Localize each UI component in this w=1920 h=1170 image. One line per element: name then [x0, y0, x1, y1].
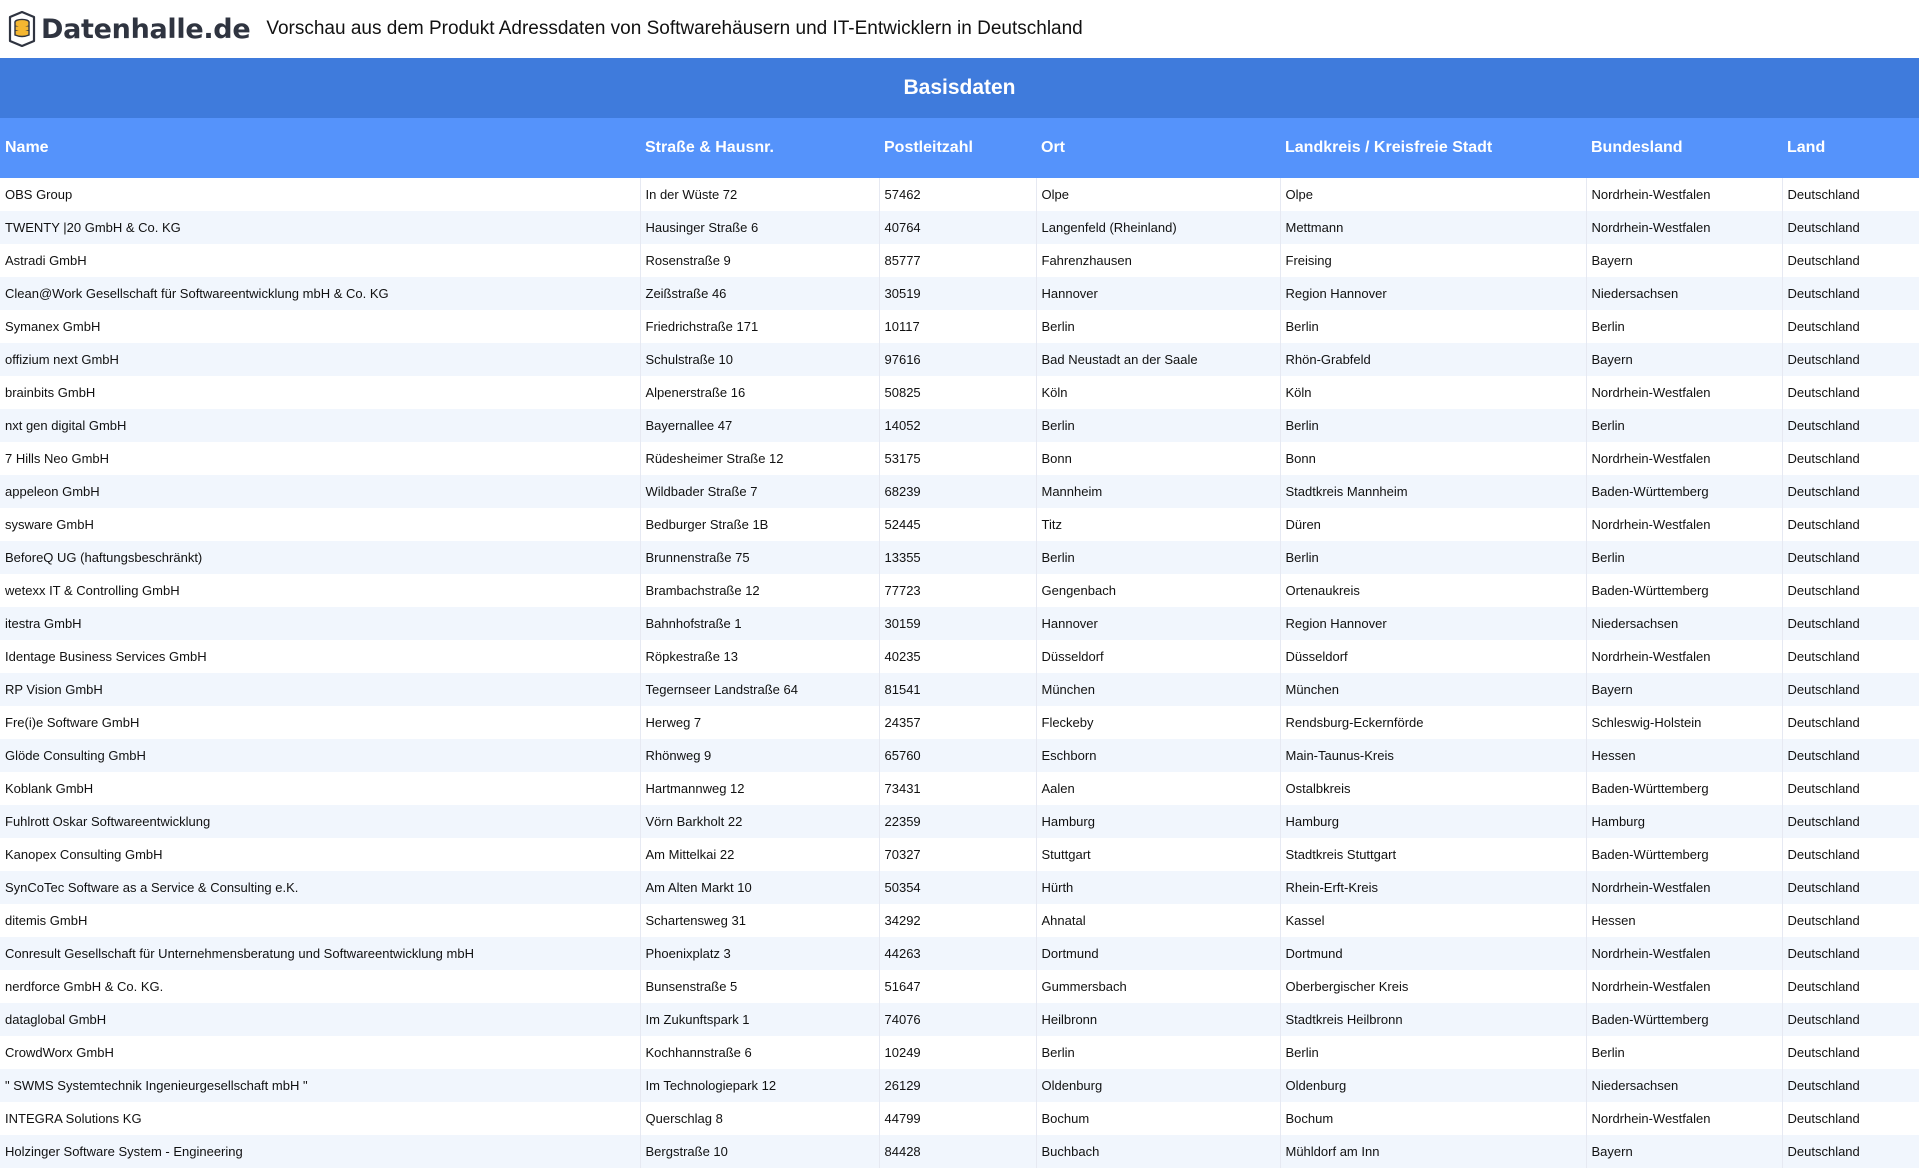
column-header-street: Straße & Hausnr. [640, 118, 879, 178]
cell-state: Baden-Württemberg [1586, 475, 1782, 508]
table-row [0, 838, 1919, 871]
cell-street: Schulstraße 10 [640, 343, 879, 376]
cell-city: Bochum [1036, 1102, 1280, 1135]
cell-name: nerdforce GmbH & Co. KG. [0, 970, 640, 1003]
cell-street: In der Wüste 72 [640, 178, 879, 211]
cell-country: Deutschland [1782, 211, 1919, 244]
cell-state: Baden-Württemberg [1586, 574, 1782, 607]
cell-country: Deutschland [1782, 475, 1919, 508]
cell-district: Bonn [1280, 442, 1586, 475]
cell-postal-code: 34292 [879, 904, 1036, 937]
table-row [0, 970, 1919, 1003]
cell-district: Ortenaukreis [1280, 574, 1586, 607]
cell-state: Schleswig-Holstein [1586, 706, 1782, 739]
cell-city: Hamburg [1036, 805, 1280, 838]
cell-country: Deutschland [1782, 673, 1919, 706]
cell-street: Rhönweg 9 [640, 739, 879, 772]
site-logo[interactable] [6, 11, 250, 47]
table-row [0, 574, 1919, 607]
column-header-name: Name [0, 118, 640, 178]
cell-city: Eschborn [1036, 739, 1280, 772]
cell-city: München [1036, 673, 1280, 706]
cell-street: Herweg 7 [640, 706, 879, 739]
cell-postal-code: 26129 [879, 1069, 1036, 1102]
cell-district: Region Hannover [1280, 607, 1586, 640]
cell-state: Nordrhein-Westfalen [1586, 178, 1782, 211]
cell-name: sysware GmbH [0, 508, 640, 541]
cell-country: Deutschland [1782, 277, 1919, 310]
cell-street: Friedrichstraße 171 [640, 310, 879, 343]
table-row [0, 1102, 1919, 1135]
cell-district: Düren [1280, 508, 1586, 541]
cell-city: Köln [1036, 376, 1280, 409]
cell-country: Deutschland [1782, 607, 1919, 640]
cell-district: Berlin [1280, 541, 1586, 574]
cell-state: Baden-Württemberg [1586, 772, 1782, 805]
cell-postal-code: 57462 [879, 178, 1036, 211]
cell-country: Deutschland [1782, 838, 1919, 871]
cell-country: Deutschland [1782, 343, 1919, 376]
cell-street: Vörn Barkholt 22 [640, 805, 879, 838]
cell-street: Im Technologiepark 12 [640, 1069, 879, 1102]
cell-country: Deutschland [1782, 640, 1919, 673]
cell-district: Main-Taunus-Kreis [1280, 739, 1586, 772]
cell-street: Bunsenstraße 5 [640, 970, 879, 1003]
cell-country: Deutschland [1782, 310, 1919, 343]
cell-name: CrowdWorx GmbH [0, 1036, 640, 1069]
cell-state: Nordrhein-Westfalen [1586, 640, 1782, 673]
cell-district: Berlin [1280, 310, 1586, 343]
cell-state: Niedersachsen [1586, 1069, 1782, 1102]
cell-name: Kanopex Consulting GmbH [0, 838, 640, 871]
cell-state: Nordrhein-Westfalen [1586, 211, 1782, 244]
column-header-country: Land [1782, 118, 1919, 178]
cell-district: Ostalbkreis [1280, 772, 1586, 805]
column-header-state: Bundesland [1586, 118, 1782, 178]
cell-postal-code: 40764 [879, 211, 1036, 244]
cell-city: Hannover [1036, 277, 1280, 310]
cell-name: Identage Business Services GmbH [0, 640, 640, 673]
cell-country: Deutschland [1782, 574, 1919, 607]
cell-country: Deutschland [1782, 871, 1919, 904]
cell-city: Berlin [1036, 1036, 1280, 1069]
cell-name: Fre(i)e Software GmbH [0, 706, 640, 739]
cell-postal-code: 53175 [879, 442, 1036, 475]
cell-name: Holzinger Software System - Engineering [0, 1135, 640, 1168]
table-row [0, 1036, 1919, 1069]
cell-state: Nordrhein-Westfalen [1586, 442, 1782, 475]
cell-city: Dortmund [1036, 937, 1280, 970]
table-row [0, 310, 1919, 343]
cell-postal-code: 44799 [879, 1102, 1036, 1135]
cell-name: INTEGRA Solutions KG [0, 1102, 640, 1135]
cell-district: Berlin [1280, 409, 1586, 442]
cell-name: 7 Hills Neo GmbH [0, 442, 640, 475]
cell-city: Olpe [1036, 178, 1280, 211]
cell-street: Am Mittelkai 22 [640, 838, 879, 871]
cell-postal-code: 97616 [879, 343, 1036, 376]
database-icon [6, 11, 38, 47]
cell-street: Rüdesheimer Straße 12 [640, 442, 879, 475]
cell-street: Alpenerstraße 16 [640, 376, 879, 409]
cell-name: OBS Group [0, 178, 640, 211]
cell-city: Berlin [1036, 310, 1280, 343]
cell-name: brainbits GmbH [0, 376, 640, 409]
cell-district: Oberbergischer Kreis [1280, 970, 1586, 1003]
cell-state: Hamburg [1586, 805, 1782, 838]
cell-city: Aalen [1036, 772, 1280, 805]
cell-postal-code: 24357 [879, 706, 1036, 739]
cell-postal-code: 74076 [879, 1003, 1036, 1036]
cell-name: offizium next GmbH [0, 343, 640, 376]
column-header-city: Ort [1036, 118, 1280, 178]
cell-street: Brambachstraße 12 [640, 574, 879, 607]
cell-state: Hessen [1586, 904, 1782, 937]
cell-city: Stuttgart [1036, 838, 1280, 871]
table-row [0, 772, 1919, 805]
cell-district: Region Hannover [1280, 277, 1586, 310]
cell-street: Bayernallee 47 [640, 409, 879, 442]
cell-state: Nordrhein-Westfalen [1586, 1102, 1782, 1135]
cell-street: Kochhannstraße 6 [640, 1036, 879, 1069]
cell-city: Buchbach [1036, 1135, 1280, 1168]
table-row [0, 937, 1919, 970]
table-row [0, 541, 1919, 574]
cell-postal-code: 52445 [879, 508, 1036, 541]
cell-country: Deutschland [1782, 739, 1919, 772]
cell-name: TWENTY |20 GmbH & Co. KG [0, 211, 640, 244]
cell-state: Berlin [1586, 541, 1782, 574]
cell-street: Tegernseer Landstraße 64 [640, 673, 879, 706]
table-row [0, 607, 1919, 640]
cell-name: Symanex GmbH [0, 310, 640, 343]
cell-street: Phoenixplatz 3 [640, 937, 879, 970]
cell-street: Brunnenstraße 75 [640, 541, 879, 574]
column-header-district: Landkreis / Kreisfreie Stadt [1280, 118, 1586, 178]
cell-postal-code: 73431 [879, 772, 1036, 805]
cell-district: Rendsburg-Eckernförde [1280, 706, 1586, 739]
cell-postal-code: 22359 [879, 805, 1036, 838]
page-title: Vorschau aus dem Produkt Adressdaten von Softwarehäusern und IT-Entwicklern in Deutschland [266, 18, 1083, 39]
cell-country: Deutschland [1782, 244, 1919, 277]
table-row [0, 673, 1919, 706]
cell-postal-code: 84428 [879, 1135, 1036, 1168]
cell-postal-code: 40235 [879, 640, 1036, 673]
cell-name: BeforeQ UG (haftungsbeschränkt) [0, 541, 640, 574]
cell-city: Fleckeby [1036, 706, 1280, 739]
cell-district: Düsseldorf [1280, 640, 1586, 673]
cell-name: ditemis GmbH [0, 904, 640, 937]
cell-city: Düsseldorf [1036, 640, 1280, 673]
cell-district: München [1280, 673, 1586, 706]
cell-district: Hamburg [1280, 805, 1586, 838]
cell-street: Wildbader Straße 7 [640, 475, 879, 508]
cell-district: Rhein-Erft-Kreis [1280, 871, 1586, 904]
cell-postal-code: 51647 [879, 970, 1036, 1003]
cell-street: Röpkestraße 13 [640, 640, 879, 673]
cell-postal-code: 50354 [879, 871, 1036, 904]
table-row [0, 739, 1919, 772]
cell-country: Deutschland [1782, 937, 1919, 970]
cell-city: Berlin [1036, 541, 1280, 574]
cell-district: Freising [1280, 244, 1586, 277]
cell-name: RP Vision GmbH [0, 673, 640, 706]
cell-postal-code: 50825 [879, 376, 1036, 409]
cell-postal-code: 30159 [879, 607, 1036, 640]
cell-name: appeleon GmbH [0, 475, 640, 508]
cell-country: Deutschland [1782, 508, 1919, 541]
cell-district: Mühldorf am Inn [1280, 1135, 1586, 1168]
cell-district: Stadtkreis Stuttgart [1280, 838, 1586, 871]
cell-district: Stadtkreis Mannheim [1280, 475, 1586, 508]
cell-street: Bedburger Straße 1B [640, 508, 879, 541]
cell-street: Schartensweg 31 [640, 904, 879, 937]
cell-state: Bayern [1586, 244, 1782, 277]
cell-city: Mannheim [1036, 475, 1280, 508]
cell-country: Deutschland [1782, 1102, 1919, 1135]
cell-postal-code: 85777 [879, 244, 1036, 277]
cell-name: dataglobal GmbH [0, 1003, 640, 1036]
cell-postal-code: 65760 [879, 739, 1036, 772]
cell-country: Deutschland [1782, 409, 1919, 442]
cell-state: Nordrhein-Westfalen [1586, 376, 1782, 409]
cell-name: " SWMS Systemtechnik Ingenieurgesellschaft mbH " [0, 1069, 640, 1102]
table-row [0, 442, 1919, 475]
cell-district: Bochum [1280, 1102, 1586, 1135]
top-bar [0, 0, 1920, 58]
cell-name: Conresult Gesellschaft für Unternehmensberatung und Softwareentwicklung mbH [0, 937, 640, 970]
cell-name: nxt gen digital GmbH [0, 409, 640, 442]
cell-state: Nordrhein-Westfalen [1586, 508, 1782, 541]
cell-name: SynCoTec Software as a Service & Consulting e.K. [0, 871, 640, 904]
logo-text: Datenhalle.de [41, 13, 251, 45]
table-row [0, 904, 1919, 937]
table-row [0, 871, 1919, 904]
cell-district: Berlin [1280, 1036, 1586, 1069]
cell-street: Bergstraße 10 [640, 1135, 879, 1168]
cell-name: Fuhlrott Oskar Softwareentwicklung [0, 805, 640, 838]
table-header-row [0, 118, 1919, 178]
cell-city: Titz [1036, 508, 1280, 541]
cell-state: Hessen [1586, 739, 1782, 772]
table-row [0, 1069, 1919, 1102]
table-row [0, 475, 1919, 508]
cell-postal-code: 10117 [879, 310, 1036, 343]
table-row [0, 1135, 1919, 1168]
cell-district: Mettmann [1280, 211, 1586, 244]
cell-postal-code: 70327 [879, 838, 1036, 871]
table-row [0, 211, 1919, 244]
cell-state: Nordrhein-Westfalen [1586, 937, 1782, 970]
column-header-postal-code: Postleitzahl [879, 118, 1036, 178]
cell-city: Ahnatal [1036, 904, 1280, 937]
cell-district: Olpe [1280, 178, 1586, 211]
cell-street: Am Alten Markt 10 [640, 871, 879, 904]
cell-postal-code: 10249 [879, 1036, 1036, 1069]
cell-street: Hartmannweg 12 [640, 772, 879, 805]
cell-street: Rosenstraße 9 [640, 244, 879, 277]
cell-street: Im Zukunftspark 1 [640, 1003, 879, 1036]
cell-country: Deutschland [1782, 442, 1919, 475]
cell-city: Oldenburg [1036, 1069, 1280, 1102]
cell-name: Koblank GmbH [0, 772, 640, 805]
cell-street: Querschlag 8 [640, 1102, 879, 1135]
cell-district: Köln [1280, 376, 1586, 409]
cell-state: Baden-Württemberg [1586, 838, 1782, 871]
cell-state: Berlin [1586, 310, 1782, 343]
cell-city: Berlin [1036, 409, 1280, 442]
cell-state: Berlin [1586, 409, 1782, 442]
cell-country: Deutschland [1782, 1036, 1919, 1069]
cell-state: Bayern [1586, 1135, 1782, 1168]
cell-district: Dortmund [1280, 937, 1586, 970]
cell-state: Niedersachsen [1586, 607, 1782, 640]
cell-street: Zeißstraße 46 [640, 277, 879, 310]
cell-city: Bonn [1036, 442, 1280, 475]
cell-country: Deutschland [1782, 904, 1919, 937]
cell-postal-code: 77723 [879, 574, 1036, 607]
cell-postal-code: 13355 [879, 541, 1036, 574]
cell-state: Nordrhein-Westfalen [1586, 970, 1782, 1003]
cell-postal-code: 14052 [879, 409, 1036, 442]
cell-district: Kassel [1280, 904, 1586, 937]
table-row [0, 343, 1919, 376]
cell-country: Deutschland [1782, 970, 1919, 1003]
table-row [0, 244, 1919, 277]
cell-city: Heilbronn [1036, 1003, 1280, 1036]
cell-country: Deutschland [1782, 772, 1919, 805]
cell-street: Bahnhofstraße 1 [640, 607, 879, 640]
cell-name: Clean@Work Gesellschaft für Softwareentwicklung mbH & Co. KG [0, 277, 640, 310]
cell-state: Bayern [1586, 673, 1782, 706]
cell-district: Rhön-Grabfeld [1280, 343, 1586, 376]
cell-country: Deutschland [1782, 178, 1919, 211]
cell-country: Deutschland [1782, 1069, 1919, 1102]
cell-district: Oldenburg [1280, 1069, 1586, 1102]
table-row [0, 805, 1919, 838]
table-row [0, 178, 1919, 211]
table-row [0, 277, 1919, 310]
cell-country: Deutschland [1782, 1003, 1919, 1036]
cell-postal-code: 30519 [879, 277, 1036, 310]
cell-city: Hürth [1036, 871, 1280, 904]
cell-state: Baden-Württemberg [1586, 1003, 1782, 1036]
cell-postal-code: 81541 [879, 673, 1036, 706]
cell-city: Langenfeld (Rheinland) [1036, 211, 1280, 244]
cell-country: Deutschland [1782, 541, 1919, 574]
table-row [0, 1003, 1919, 1036]
cell-country: Deutschland [1782, 1135, 1919, 1168]
table-row [0, 640, 1919, 673]
cell-state: Nordrhein-Westfalen [1586, 871, 1782, 904]
cell-district: Stadtkreis Heilbronn [1280, 1003, 1586, 1036]
cell-state: Berlin [1586, 1036, 1782, 1069]
cell-city: Bad Neustadt an der Saale [1036, 343, 1280, 376]
cell-postal-code: 44263 [879, 937, 1036, 970]
table-row [0, 706, 1919, 739]
cell-city: Fahrenzhausen [1036, 244, 1280, 277]
cell-state: Niedersachsen [1586, 277, 1782, 310]
cell-name: Astradi GmbH [0, 244, 640, 277]
cell-city: Gengenbach [1036, 574, 1280, 607]
cell-country: Deutschland [1782, 706, 1919, 739]
cell-city: Gummersbach [1036, 970, 1280, 1003]
section-banner [0, 58, 1919, 118]
section-title: Basisdaten [903, 76, 1016, 99]
address-table [0, 118, 1919, 1168]
cell-state: Bayern [1586, 343, 1782, 376]
cell-name: wetexx IT & Controlling GmbH [0, 574, 640, 607]
cell-name: Glöde Consulting GmbH [0, 739, 640, 772]
table-row [0, 376, 1919, 409]
table-row [0, 508, 1919, 541]
cell-city: Hannover [1036, 607, 1280, 640]
cell-postal-code: 68239 [879, 475, 1036, 508]
cell-street: Hausinger Straße 6 [640, 211, 879, 244]
cell-country: Deutschland [1782, 805, 1919, 838]
cell-country: Deutschland [1782, 376, 1919, 409]
cell-name: itestra GmbH [0, 607, 640, 640]
table-row [0, 409, 1919, 442]
